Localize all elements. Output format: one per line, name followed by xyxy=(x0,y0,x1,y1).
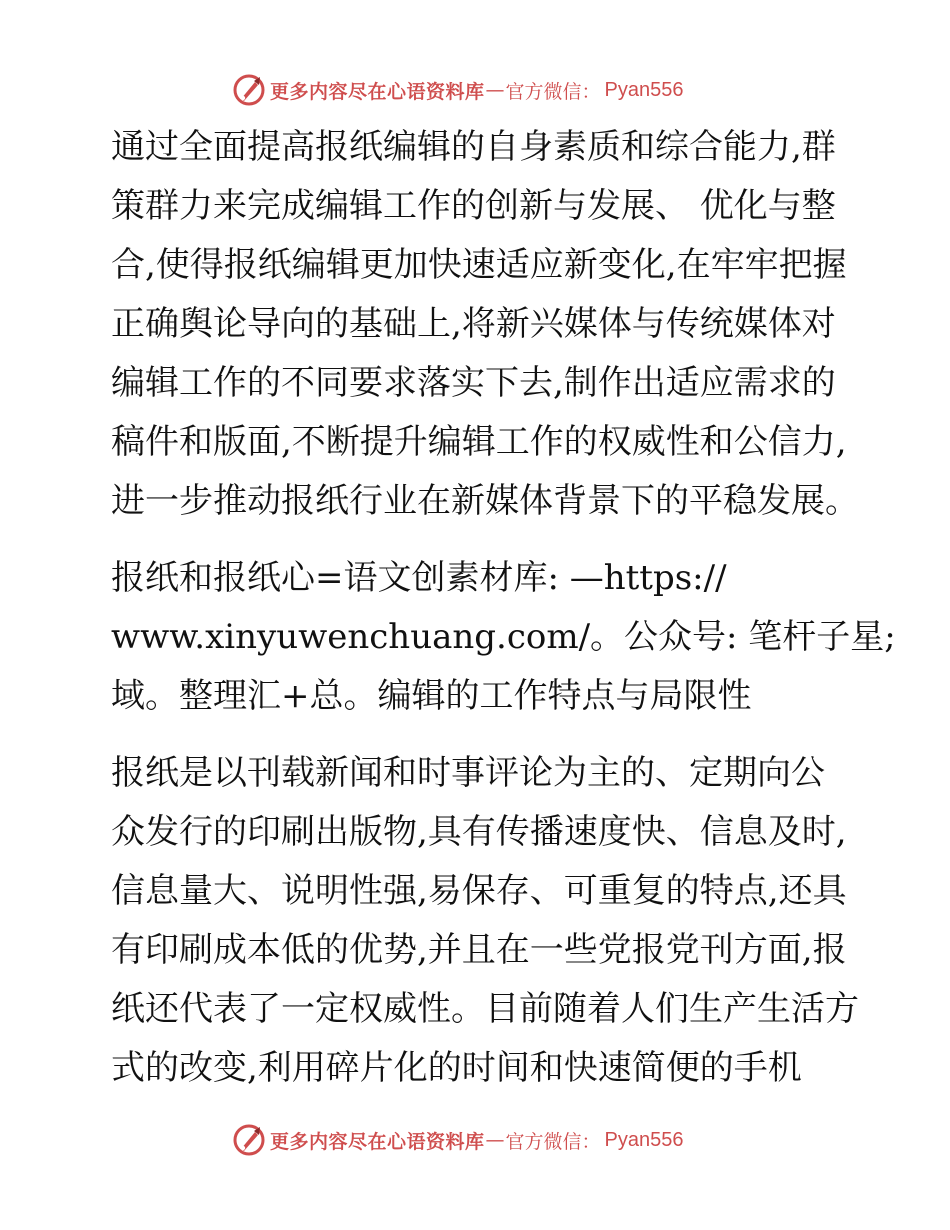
footer-wechat-label: 官方微信： xyxy=(505,1130,601,1153)
paragraph-1 xyxy=(97,118,857,531)
footer-wechat-id: Pyan556 xyxy=(604,1128,684,1151)
text-line: 编辑工作的不同要求落实下去,制作出适应需求的 xyxy=(111,363,836,403)
header-separator: — xyxy=(485,79,505,101)
paragraph-2 xyxy=(97,549,896,726)
text-line: 众发行的印刷出版物,具有传播速度快、信息及时, xyxy=(111,812,847,852)
text-line: 域。整理汇+总。编辑的工作特点与局限性 xyxy=(111,676,752,716)
header-wechat-id: Pyan556 xyxy=(604,78,684,101)
text-line: 稿件和版面,不断提升编辑工作的权威性和公信力, xyxy=(111,422,847,462)
text-line: www.xinyuwenchuang.com/。公众号: 笔杆子星; xyxy=(111,617,896,657)
text-line: 进一步推动报纸行业在新媒体背景下的平稳发展。 xyxy=(111,481,859,521)
footer-banner xyxy=(232,1120,684,1160)
text-line: 有印刷成本低的优势,并且在一些党报党刊方面,报 xyxy=(111,930,847,970)
text-line: 通过全面提高报纸编辑的自身素质和综合能力,群 xyxy=(111,127,836,167)
quill-logo-icon xyxy=(232,73,266,107)
article-body xyxy=(97,118,896,1116)
text-line: 式的改变,利用碎片化的时间和快速简便的手机 xyxy=(111,1048,802,1088)
header-wechat-label: 官方微信： xyxy=(505,80,601,103)
quill-logo-icon xyxy=(232,1123,266,1157)
text-line: 合,使得报纸编辑更加快速适应新变化,在牢牢把握 xyxy=(111,245,847,285)
header-banner xyxy=(232,70,684,110)
text-line: 信息量大、说明性强,易保存、可重复的特点,还具 xyxy=(111,871,847,911)
text-line: 报纸是以刊载新闻和时事评论为主的、定期向公 xyxy=(111,753,825,793)
paragraph-3 xyxy=(97,744,857,1098)
text-line: 正确舆论导向的基础上,将新兴媒体与传统媒体对 xyxy=(111,304,836,344)
text-line: 策群力来完成编辑工作的创新与发展、 优化与整 xyxy=(111,186,836,226)
text-line: 报纸和报纸心=语文创素材库: —https:// xyxy=(111,558,727,598)
header-brand-text: 更多内容尽在心语资料库 xyxy=(270,80,485,103)
footer-brand-text: 更多内容尽在心语资料库 xyxy=(270,1130,485,1153)
footer-separator: — xyxy=(485,1129,505,1151)
text-line: 纸还代表了一定权威性。目前随着人们生产生活方 xyxy=(111,989,859,1029)
